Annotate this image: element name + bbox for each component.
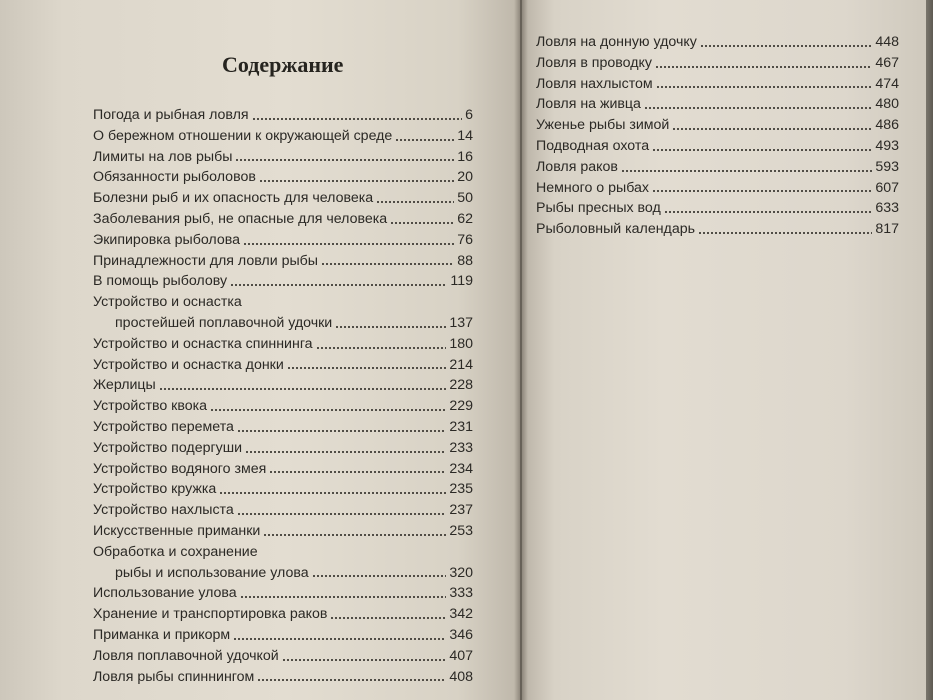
toc-page-number: 76 — [457, 231, 473, 248]
page-title: Содержание — [222, 52, 344, 77]
dot-leader — [700, 44, 873, 48]
toc-page-number: 253 — [449, 522, 473, 539]
toc-entry-title: Устройство нахлыста — [93, 502, 234, 519]
toc-entry — [93, 542, 473, 584]
toc-page-number: 408 — [449, 668, 473, 685]
dot-leader — [252, 117, 463, 121]
toc-page-number: 407 — [449, 647, 473, 664]
toc-page-number: 62 — [457, 210, 473, 227]
dot-leader — [237, 429, 446, 433]
toc-entry-title-continued: простейшей поплавочной удочки — [115, 314, 333, 331]
toc-page-number: 480 — [875, 96, 899, 113]
toc-page-number: 633 — [875, 200, 899, 217]
dot-leader — [235, 158, 454, 162]
toc-entry-title: Обработка и сохранение — [93, 543, 258, 560]
dot-leader — [335, 325, 446, 329]
toc-entry — [93, 604, 473, 625]
toc-page-number: 493 — [875, 137, 899, 154]
toc-entry-title: Заболевания рыб, не опасные для человека — [93, 210, 388, 227]
toc-entry — [536, 157, 899, 178]
toc-entry — [536, 74, 899, 95]
toc-entry-title: Уженье рыбы зимой — [536, 117, 670, 134]
dot-leader — [263, 533, 446, 537]
dot-leader — [259, 179, 454, 183]
toc-entry-title: О бережном отношении к окружающей среде — [93, 127, 393, 144]
dot-leader — [233, 637, 446, 641]
right-page — [522, 0, 926, 700]
dot-leader — [390, 221, 454, 225]
dot-leader — [644, 106, 872, 110]
toc-entry-title: Жерлицы — [93, 377, 156, 394]
dot-leader — [312, 574, 447, 578]
toc-page-number: 231 — [449, 418, 473, 435]
toc-page-number: 817 — [875, 221, 899, 238]
dot-leader — [219, 491, 446, 495]
toc-page-number: 486 — [875, 117, 899, 134]
toc-entry — [93, 188, 473, 209]
toc-entry — [93, 271, 473, 292]
toc-entry-title-continued: рыбы и использование улова — [115, 564, 309, 581]
toc-entry — [93, 459, 473, 480]
dot-leader — [287, 366, 447, 370]
toc-entry-title: Приманка и прикорм — [93, 626, 231, 643]
toc-entry — [93, 438, 473, 459]
toc-entry-title: Рыболовный календарь — [536, 221, 695, 238]
toc-page-number: 119 — [450, 273, 473, 290]
toc-page-number: 235 — [449, 481, 473, 498]
dot-leader — [330, 616, 446, 620]
toc-page-number: 180 — [449, 335, 473, 352]
toc-entry-title: Ловля на донную удочку — [536, 34, 697, 50]
toc-entry-title: Ловля поплавочной удочкой — [93, 647, 279, 664]
toc-entry-title: Рыбы пресных вод — [536, 200, 661, 217]
toc-page-number: 234 — [449, 460, 473, 477]
toc-page-number: 320 — [449, 564, 473, 581]
toc-page-number: 214 — [449, 356, 473, 373]
toc-entry — [536, 136, 899, 157]
toc-entry — [93, 355, 473, 376]
dot-leader — [210, 408, 446, 412]
toc-entry — [93, 667, 473, 688]
toc-entry-title: Ловля рыбы спиннингом — [93, 668, 255, 685]
toc-page-number: 16 — [457, 148, 473, 165]
toc-entry — [93, 334, 473, 355]
toc-page-number: 607 — [875, 179, 899, 196]
toc-entry — [93, 500, 473, 521]
dot-leader — [664, 210, 873, 214]
toc-page-number: 237 — [449, 502, 473, 519]
toc-entry — [93, 625, 473, 646]
dot-leader — [395, 138, 454, 142]
dot-leader — [376, 200, 454, 204]
toc-entry — [93, 396, 473, 417]
toc-entry-title: Немного о рыбах — [536, 179, 650, 196]
toc-entry — [93, 375, 473, 396]
toc-entry — [536, 198, 899, 219]
toc-page-number: 6 — [465, 107, 473, 123]
toc-entry — [93, 417, 473, 438]
toc-entry — [93, 230, 473, 251]
toc-entry — [536, 32, 899, 53]
dot-leader — [269, 470, 446, 474]
dot-leader — [237, 512, 447, 516]
dot-leader — [621, 169, 872, 173]
toc-entry — [93, 126, 473, 147]
toc-entry-title: Ловля в проводку — [536, 54, 652, 71]
toc-entry-title: Принадлежности для ловли рыбы — [93, 252, 318, 269]
toc-entry-title: Устройство перемета — [93, 418, 234, 435]
toc-page-number: 88 — [457, 252, 473, 269]
toc-entry-title: Хранение и транспортировка раков — [93, 606, 328, 623]
toc-entry — [93, 209, 473, 230]
toc-page-number: 333 — [449, 585, 473, 602]
toc-entry — [93, 105, 473, 126]
toc-entry-title: Ловля на живца — [536, 96, 641, 113]
dot-leader — [159, 387, 447, 391]
toc-entry — [93, 147, 473, 168]
toc-entry — [536, 53, 899, 74]
dot-leader — [672, 127, 872, 131]
toc-page-number: 448 — [875, 34, 899, 50]
toc-page-number: 137 — [449, 314, 473, 331]
toc-entry-title: Устройство водяного змея — [93, 460, 267, 477]
toc-page-number: 20 — [457, 169, 473, 186]
toc-page-number: 50 — [457, 190, 473, 207]
toc-entry — [93, 292, 473, 334]
toc-entry — [93, 521, 473, 542]
toc-entry-title: Устройство и оснастка — [93, 294, 242, 311]
toc-entry — [93, 646, 473, 667]
toc-entry-title: Устройство и оснастка донки — [93, 356, 284, 373]
toc-entry — [536, 115, 899, 136]
dot-leader — [321, 262, 454, 266]
toc-entry-title: Погода и рыбная ловля — [93, 107, 249, 123]
toc-page-number: 228 — [449, 377, 473, 394]
toc-page-number: 14 — [457, 127, 473, 144]
dot-leader — [240, 595, 447, 599]
toc-entry-title: Ловля раков — [536, 158, 618, 175]
dot-leader — [243, 242, 454, 246]
page-edge — [926, 0, 933, 700]
toc-page-number: 593 — [875, 158, 899, 175]
toc-page-number: 342 — [449, 606, 473, 623]
dot-leader — [245, 450, 446, 454]
toc-page-number: 346 — [449, 626, 473, 643]
toc-entry — [536, 94, 899, 115]
toc-entry-title: Устройство квока — [93, 398, 208, 415]
toc-entry — [93, 251, 473, 272]
toc-list-left — [93, 105, 473, 687]
toc-page-number: 467 — [875, 54, 899, 71]
dot-leader — [230, 283, 447, 287]
toc-entry-title: Болезни рыб и их опасность для человека — [93, 190, 374, 207]
toc-entry — [93, 583, 473, 604]
dot-leader — [655, 65, 872, 69]
toc-entry-title: Обязанности рыболовов — [93, 169, 256, 186]
toc-page-number: 229 — [449, 398, 473, 415]
dot-leader — [652, 189, 872, 193]
toc-entry-title: Искусственные приманки — [93, 522, 261, 539]
toc-entry — [536, 219, 899, 240]
toc-page-number: 233 — [449, 439, 473, 456]
toc-entry — [93, 167, 473, 188]
dot-leader — [652, 148, 872, 152]
toc-entry-title: Ловля нахлыстом — [536, 75, 653, 92]
toc-entry-title: Использование улова — [93, 585, 237, 602]
toc-entry-title: Устройство и оснастка спиннинга — [93, 335, 313, 352]
toc-page-number: 474 — [875, 75, 899, 92]
toc-entry-title: В помощь рыболову — [93, 273, 228, 290]
dot-leader — [656, 85, 873, 89]
dot-leader — [257, 678, 446, 682]
toc-entry-title: Экипировка рыболова — [93, 231, 240, 248]
dot-leader — [698, 231, 872, 235]
toc-entry-title: Устройство кружка — [93, 481, 217, 498]
dot-leader — [316, 346, 447, 350]
dot-leader — [282, 658, 447, 662]
toc-entry-title: Устройство подергуши — [93, 439, 243, 456]
toc-entry-title: Лимиты на лов рыбы — [93, 148, 233, 165]
book-gutter — [514, 0, 528, 700]
toc-list-right — [536, 32, 899, 240]
toc-entry — [536, 178, 899, 199]
toc-entry-title: Подводная охота — [536, 137, 650, 154]
toc-entry — [93, 479, 473, 500]
